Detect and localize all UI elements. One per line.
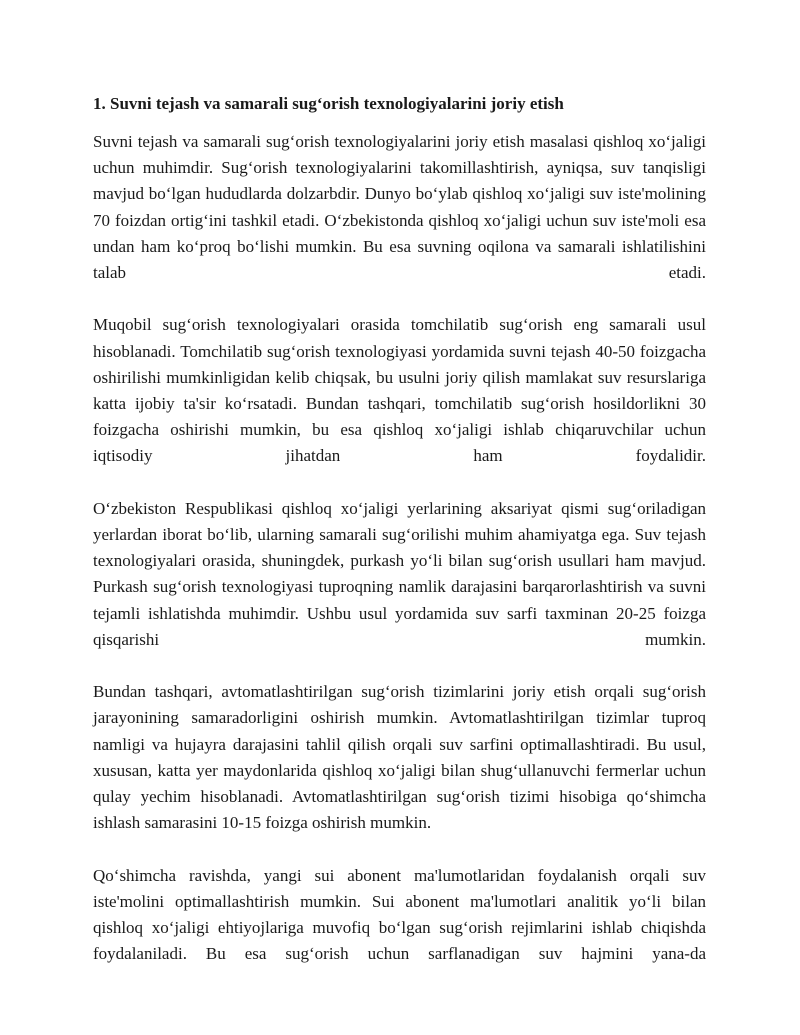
- section-heading: 1. Suvni tejash va samarali sug‘orish texnologiyalarini joriy etish: [93, 94, 564, 113]
- paragraph-4: Bundan tashqari, avtomatlashtirilgan sug‘orish tizimlarini joriy etish orqali sug‘orish jarayonining samaradorligini oshirish mumkin. Avtomatlashtirilgan tizimlar tuproq namligi va hujayra darajasini tahlil qilish orqali suv sarfini optimallashtiradi. Bu usul, xususan, katta yer maydonlarida qishloq xo‘jaligi bilan shug‘ullanuvchi fermerlar uchun qulay yechim hisoblanadi. Avtomatlashtirilgan sug‘orish tizimi hisobiga qo‘shimcha ishlash samarasini 10-15 foizga oshirish mumkin.: [93, 682, 706, 833]
- paragraph-1: Suvni tejash va samarali sug‘orish texnologiyalarini joriy etish masalasi qishloq xo‘jaligi uchun muhimdir. Sug‘orish texnologiyalarini takomillashtirish, ayniqsa, suv tanqisligi mavjud bo‘lgan hududlarda dolzarbdir. Dunyo bo‘ylab qishloq xo‘jaligi suv iste'molining 70 foizdan ortig‘ini tashkil etadi. O‘zbekistonda qishloq xo‘jaligi uchun suv iste'moli esa undan ham ko‘proq bo‘lishi mumkin. Bu esa suvning oqilona va samarali ishlatilishini talab etadi.: [93, 132, 706, 283]
- paragraph-2: Muqobil sug‘orish texnologiyalari orasida tomchilatib sug‘orish eng samarali usul hisoblanadi. Tomchilatib sug‘orish texnologiyasi yordamida suvni tejash 40-50 foizgacha oshirilishi mumkinligidan kelib chiqsak, bu usulni joriy qilish mamlakat suv resurslariga katta ijobiy ta'sir ko‘rsatadi. Bundan tashqari, tomchilatib sug‘orish hosildorlikni 30 foizgacha oshirishi mumkin, bu esa qishloq xo‘jaligi ishlab chiqaruvchilar uchun iqtisodiy jihatdan ham foydalidir.: [93, 315, 706, 466]
- paragraph-3: O‘zbekiston Respublikasi qishloq xo‘jaligi yerlarining aksariyat qismi sug‘oriladigan yerlardan iborat bo‘lib, ularning samarali sug‘orilishi muhim ahamiyatga ega. Suv tejash texnologiyalari orasida, shuningdek, purkash yo‘li bilan sug‘orish usullari ham mavjud. Purkash sug‘orish texnologiyasi tuproqning namlik darajasini barqarorlashtirish va suvni tejamli ishlatishda muhimdir. Ushbu usul yordamida suv sarfi taxminan 20-25 foizga qisqarishi mumkin.: [93, 498, 706, 649]
- paragraph-5: Qo‘shimcha ravishda, yangi sui abonent ma'lumotlaridan foydalanish orqali suv iste'molini optimallashtirish mumkin. Sui abonent ma'lumotlari analitik yo‘li bilan qishloq xo‘jaligi ehtiyojlariga muvofiq bo‘lgan sug‘orish rejimlarini ishlab chiqishda foydalaniladi. Bu esa sug‘orish uchun sarflanadigan suv hajmini yana-da: [93, 865, 706, 964]
- document-page: [93, 93, 706, 994]
